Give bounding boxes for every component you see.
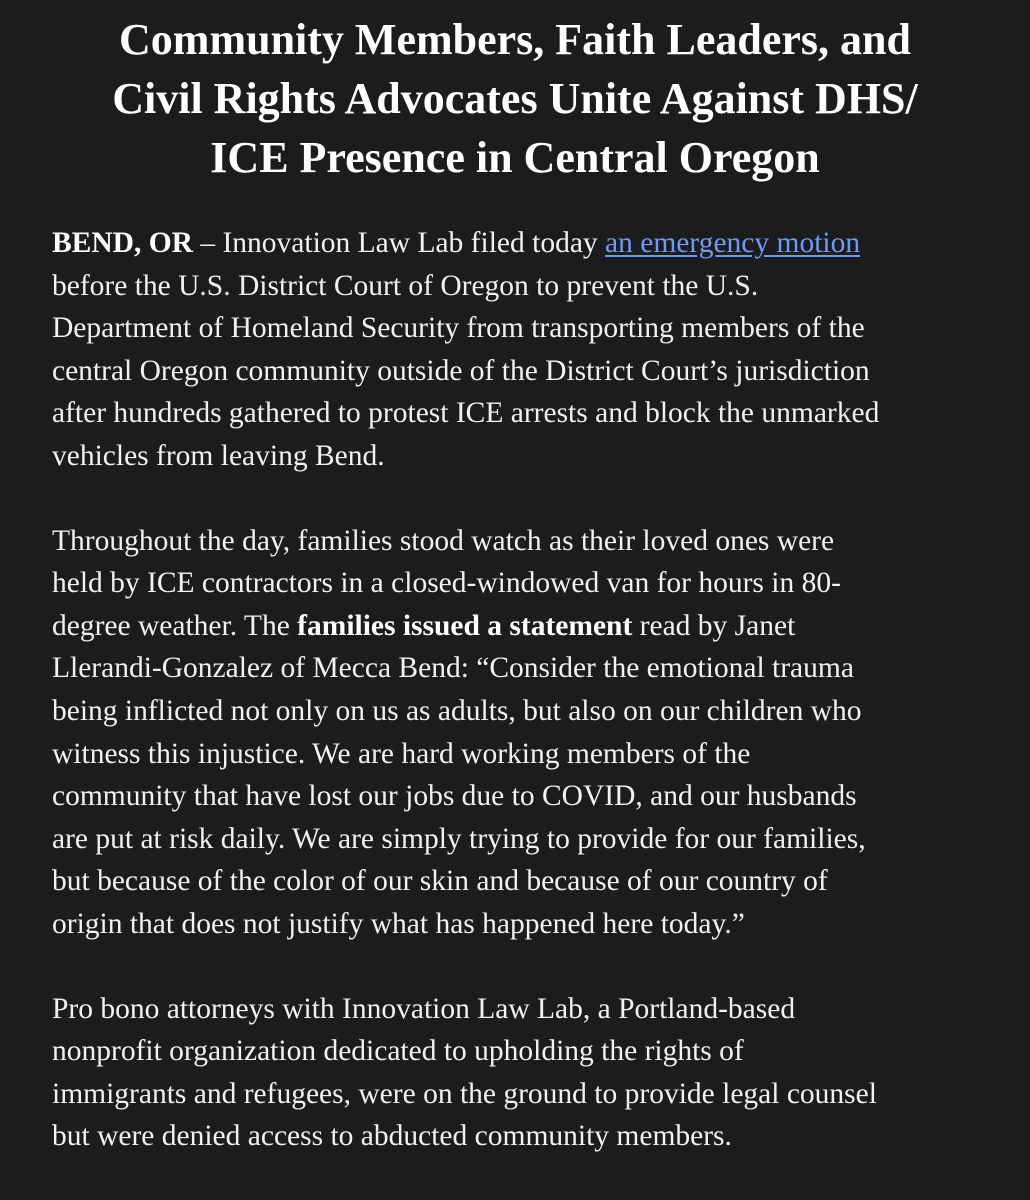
paragraph-text: are put at risk daily. We are simply trying to provide for our families, xyxy=(52,822,866,855)
paragraph-attorneys xyxy=(52,988,978,1158)
paragraph-text: held by ICE contractors in a closed-windowed van for hours in 80- xyxy=(52,567,841,600)
paragraph-text: vehicles from leaving Bend. xyxy=(52,439,385,472)
families-statement-emphasis: families issued a statement xyxy=(297,609,633,642)
paragraph-text: nonprofit organization dedicated to upholding the rights of xyxy=(52,1035,744,1068)
paragraph-text: but because of the color of our skin and because of our country of xyxy=(52,865,828,898)
headline-line: Community Members, Faith Leaders, and xyxy=(119,15,911,64)
paragraph-text: immigrants and refugees, were on the ground to provide legal counsel xyxy=(52,1077,877,1110)
headline-line: ICE Presence in Central Oregon xyxy=(210,133,820,182)
emergency-motion-link[interactable]: an emergency motion xyxy=(605,227,861,259)
paragraph-text: origin that does not justify what has happened here today.” xyxy=(52,907,745,940)
headline xyxy=(52,10,978,187)
paragraph-text: but were denied access to abducted community members. xyxy=(52,1120,732,1153)
paragraph-text: witness this injustice. We are hard working members of the xyxy=(52,737,751,770)
paragraph-text: Llerandi-Gonzalez of Mecca Bend: “Consider the emotional trauma xyxy=(52,652,854,685)
paragraph-text: Throughout the day, families stood watch as their loved ones were xyxy=(52,524,835,557)
paragraph-text: – Innovation Law Lab filed today xyxy=(192,227,606,259)
paragraph-intro xyxy=(52,222,978,478)
paragraph-text: degree weather. The xyxy=(52,609,298,642)
paragraph-text: being inflicted not only on us as adults, but also on our children who xyxy=(52,694,862,727)
paragraph-families xyxy=(52,520,978,946)
paragraph-text: read by Janet xyxy=(632,609,796,642)
headline-line: Civil Rights Advocates Unite Against DHS/ xyxy=(112,74,918,123)
paragraph-text: Department of Homeland Security from transporting members of the xyxy=(52,312,865,345)
paragraph-text: before the U.S. District Court of Oregon to prevent the U.S. xyxy=(52,269,759,302)
paragraph-text: central Oregon community outside of the District Court’s jurisdiction xyxy=(52,354,870,387)
dateline: BEND, OR xyxy=(52,227,193,259)
paragraph-text: after hundreds gathered to protest ICE arrests and block the unmarked xyxy=(52,397,880,430)
paragraph-text: community that have lost our jobs due to COVID, and our husbands xyxy=(52,780,857,813)
paragraph-text: Pro bono attorneys with Innovation Law Lab, a Portland-based xyxy=(52,992,796,1025)
